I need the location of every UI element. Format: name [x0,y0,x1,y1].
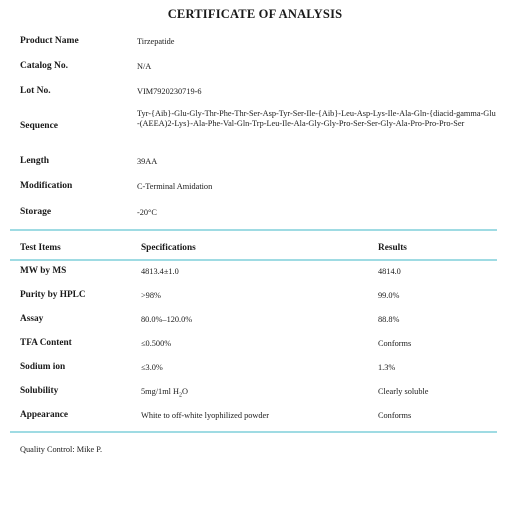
sequence-label: Sequence [20,121,58,131]
test-item-assay: Assay [20,314,44,324]
catalog-no-label: Catalog No. [20,61,69,71]
lot-no-value: VIM7920230719-6 [137,87,202,96]
product-name-value: Tirzepatide [137,37,175,46]
spec-assay: 80.0%–120.0% [141,315,193,324]
sequence-value: Tyr-{Aib}-Glu-Gly-Thr-Phe-Thr-Ser-Asp-Tyr-Ser-Ile-{Aib}-Leu-Asp-Lys-Ile-Ala-Gln-{diacid-gamma-Glu-(AEEA)2-Lys}-Ala-Phe-Val-Gln-Trp-Leu-Ile-Ala-Gly-Gly-Pro-Ser-Ser-Gly-Ala-Pro-Pro-Pro-Ser [137,109,496,129]
section-divider [10,229,497,231]
result-tfa: Conforms [378,339,412,348]
storage-value: -20°C [137,208,157,217]
result-mw: 4814.0 [378,267,401,276]
spec-solubility [141,387,188,399]
result-assay: 88.8% [378,315,400,324]
length-label: Length [20,156,50,166]
header-divider [10,259,497,261]
result-purity: 99.0% [378,291,400,300]
spec-sodium: ≤3.0% [141,363,163,372]
modification-value: C-Terminal Amidation [137,182,213,191]
spec-purity: >98% [141,291,161,300]
spec-appearance: White to off-white lyophilized powder [141,411,269,420]
test-item-sodium: Sodium ion [20,362,66,372]
modification-label: Modification [20,181,73,191]
header-results: Results [378,243,407,253]
spec-solubility-subscript: 2 [179,392,183,399]
length-value: 39AA [137,157,158,166]
spec-solubility-main: 5mg/1ml H [141,387,180,396]
lot-no-label: Lot No. [20,86,51,96]
table-bottom-divider [10,431,497,433]
spec-tfa: ≤0.500% [141,339,172,348]
result-solubility: Clearly soluble [378,387,429,396]
test-item-purity: Purity by HPLC [20,290,86,300]
test-item-mw: MW by MS [20,266,67,276]
header-test-items: Test Items [20,243,61,253]
storage-label: Storage [20,207,52,217]
document-title: CERTIFICATE OF ANALYSIS [167,7,343,21]
spec-mw: 4813.4±1.0 [141,267,179,276]
header-specifications: Specifications [141,243,196,253]
test-item-tfa: TFA Content [20,338,72,348]
quality-control-signoff: Quality Control: Mike P. [20,445,103,454]
result-sodium: 1.3% [378,363,396,372]
product-name-label: Product Name [20,36,79,46]
test-item-appearance: Appearance [20,410,69,420]
spec-solubility-tail: O [182,387,189,396]
catalog-no-value: N/A [137,62,152,71]
result-appearance: Conforms [378,411,412,420]
test-item-solubility: Solubility [20,386,59,396]
